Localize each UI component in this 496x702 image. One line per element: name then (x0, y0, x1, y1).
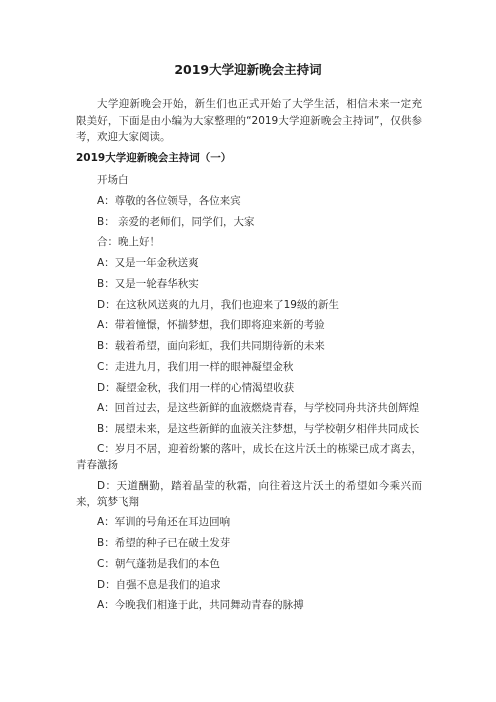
script-line: D：自强不息是我们的追求 (97, 578, 221, 591)
script-line: A：又是一年金秋送爽 (97, 257, 199, 269)
script-line: B： 亲爱的老师们，同学们，大家 (97, 215, 255, 228)
script-line: D：凝望金秋，我们用一样的心情渴望收获 (97, 381, 295, 394)
script-line: C：朝气蓬勃是我们的本色 (97, 557, 220, 570)
script-line: B：又是一轮春华秋实 (97, 277, 199, 290)
script-line: B：载着希望，面向彩虹，我们共同期待新的未来 (97, 340, 325, 352)
script-line: B：希望的种子已在破土发芽 (97, 537, 231, 549)
script-line: 开场白 (97, 174, 129, 186)
script-line: A：尊敬的各位领导，各位来宾 (97, 194, 241, 207)
script-line: A：今晚我们相逢于此，共同舞动青春的脉搏 (97, 599, 304, 612)
script-lines (76, 172, 422, 618)
script-line: C：岁月不居，迎着纷繁的落叶，成长在这片沃土的栋梁已成才离去，青春激扬 (76, 442, 422, 472)
script-line: B：展望未来，是这些新鲜的血液关注梦想，与学校朝夕相伴共同成长 (97, 422, 420, 435)
script-line: C：走进九月，我们用一样的眼神凝望金秋 (97, 360, 294, 373)
document-title: 2019大学迎新晚会主持词 (174, 62, 322, 77)
script-line: D：天道酬勤，踏着晶莹的秋霜，向往着这片沃土的希望如今乘兴而来，筑梦飞翔 (76, 479, 422, 508)
intro-paragraph: 大学迎新晚会开始，新生们也正式开始了大学生活，相信未来一定充限美好，下面是由小编为大家整理的“2019大学迎新晚会主持词”，仅供参考，欢迎大家阅读。 (76, 98, 422, 143)
script-line: 合：晚上好！ (97, 236, 160, 249)
section-heading: 2019大学迎新晚会主持词（一） (76, 152, 232, 164)
script-line: A：军训的号角还在耳边回响 (97, 516, 231, 529)
script-line: D：在这秋风送爽的九月，我们也迎来了19级的新生 (97, 298, 339, 311)
script-line: A：带着憧憬，怀揣梦想，我们即将迎来新的考验 (97, 319, 325, 332)
script-line: A：回首过去，是这些新鲜的血液燃烧青春，与学校同舟共济共创辉煌 (97, 402, 420, 415)
